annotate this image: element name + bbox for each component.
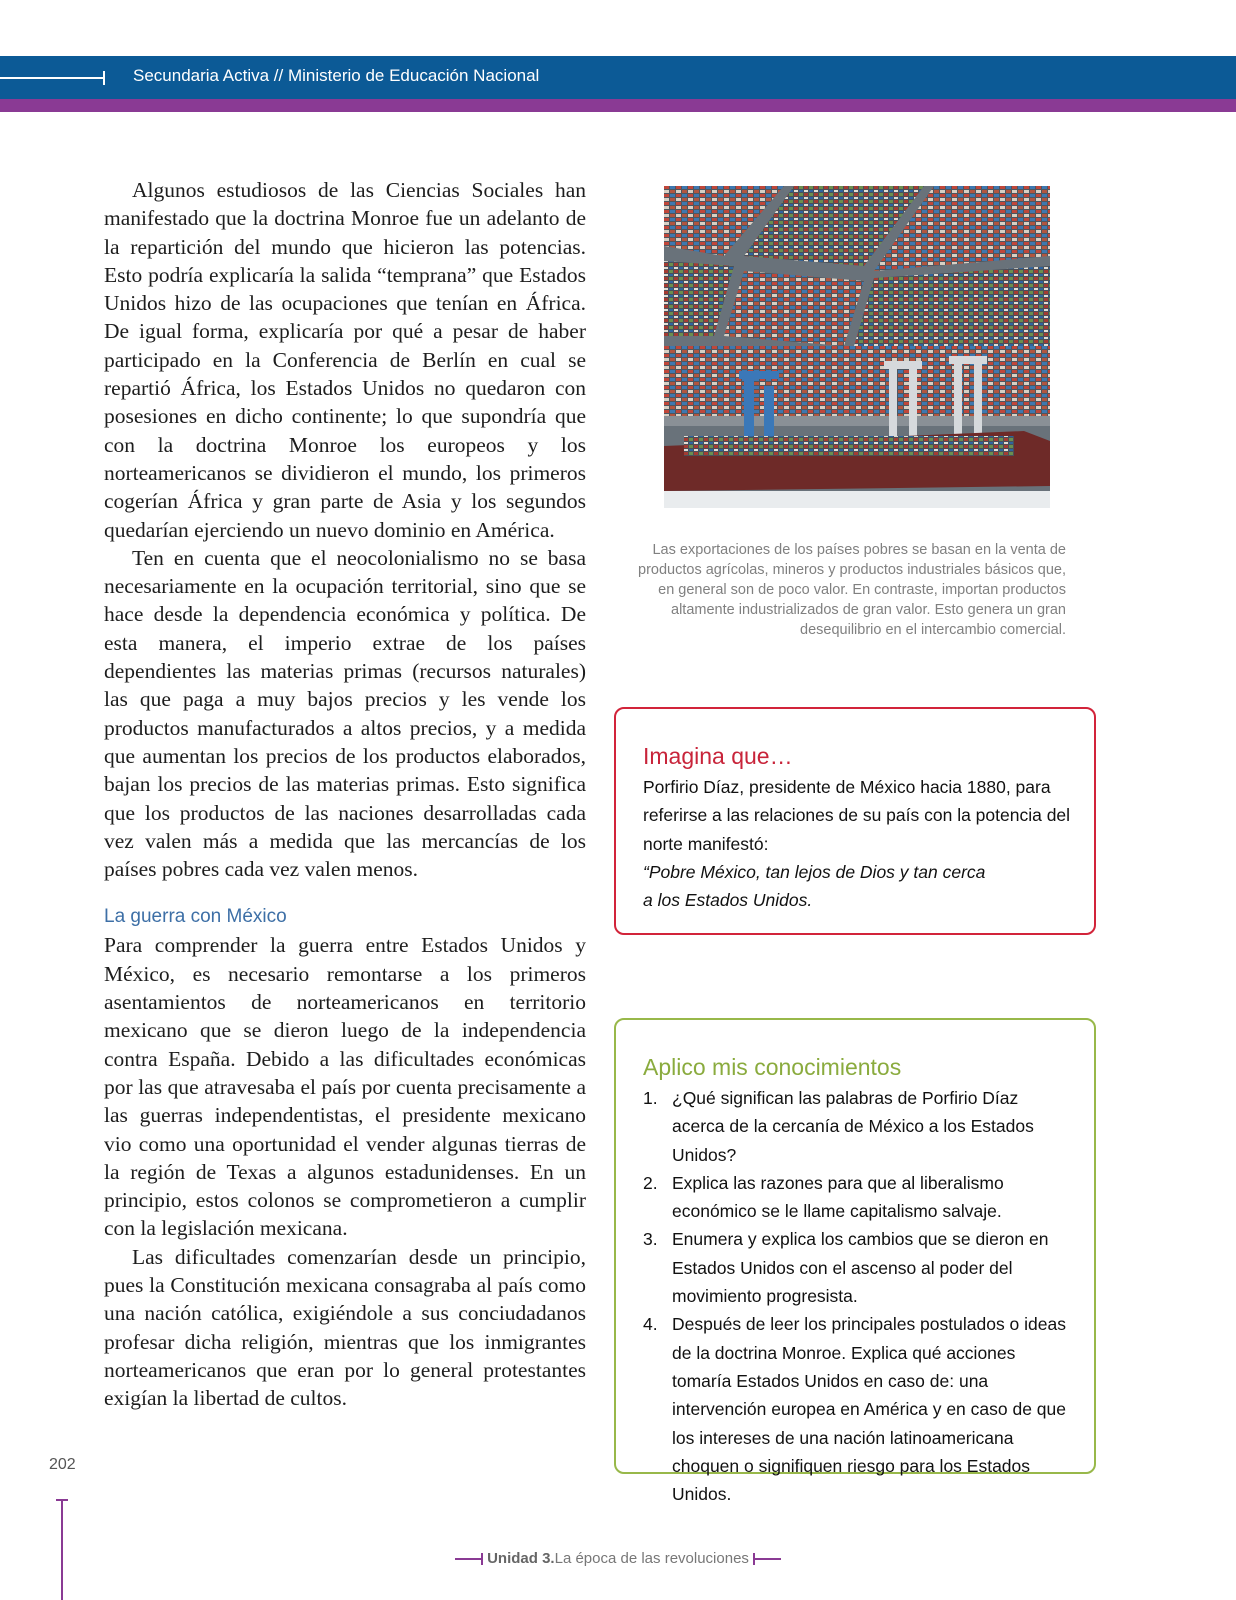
- aplico-box: [614, 1018, 1096, 1505]
- container-port-illustration: [664, 186, 1050, 508]
- photo-caption: Las exportaciones de los países pobres se basan en la venta de productos agrícolas, mineros y productos industriales básicos que, en general son de poco valor. En contraste, importan productos altamente industrializados de gran valor. Esto genera un gran desequilibrio en el intercambio comercial.: [638, 542, 1066, 638]
- header-rule: [0, 77, 104, 79]
- footer-unit: Unidad 3.: [487, 1550, 555, 1567]
- aplico-item-number: 3.: [643, 1229, 658, 1250]
- paragraph-neocolonialismo: Ten en cuenta que el neocolonialismo no se basa necesariamente en la ocupación territorial, sino que se hace desde la dependencia económica y política. De esta manera, el imperio extrae de los países dependientes las materias primas (recursos naturales) las que paga a muy bajos precios y les vende los productos manufacturados a altos precios, y a medida que aumentan los precios de los productos elaborados, bajan los precios de las materias primas. Esto significa que los productos de las naciones desarrolladas cada vez valen más a medida que las mercancías de los países pobres cada vez valen menos.: [104, 545, 586, 882]
- aplico-item-text: Enumera y explica los cambios que se dieron en Estados Unidos con el ascenso al poder del movimiento progresista.: [672, 1229, 1049, 1307]
- aplico-item-number: 2.: [643, 1172, 658, 1193]
- imagina-que-body: [643, 773, 1073, 914]
- container-port-photo: [664, 186, 1050, 508]
- imagina-que-quote-line1: “Pobre México, tan lejos de Dios y tan cerca: [643, 861, 986, 882]
- aplico-item-text: Explica las razones para que al liberalismo económico se le llame capitalismo salvaje.: [672, 1172, 1004, 1222]
- imagina-que-box: [614, 707, 1096, 935]
- left-column: [104, 176, 586, 1412]
- imagina-que-quote-line2: a los Estados Unidos.: [643, 890, 813, 911]
- header-title: Secundaria Activa // Ministerio de Educación Nacional: [133, 66, 540, 85]
- aplico-body: [643, 1084, 1073, 1508]
- aplico-item: [643, 1169, 1073, 1226]
- paragraph-monroe: Algunos estudiosos de las Ciencias Sociales han manifestado que la doctrina Monroe fue un adelanto de la repartición del mundo que hicieron las potencias. Esto podría explicaría la salida “temprana” que Estados Unidos hizo de las ocupaciones que tenían en África. De igual forma, explicaría por qué a pesar de haber participado en la Conferencia de Berlín en cual se repartió África, los Estados Unidos no quedaron con posesiones en dicho continente; lo que supondría que con la doctrina Monroe los europeos y los norteamericanos se dividieron el mundo, los primeros cogerían África y gran parte de Asia y los segundos quedarían ejerciendo un nuevo dominio en América.: [104, 178, 586, 542]
- aplico-item: [643, 1084, 1073, 1169]
- aplico-title: Aplico mis conocimientos: [643, 1054, 902, 1080]
- aplico-item-text: Después de leer los principales postulados o ideas de la doctrina Monroe. Explica qué acciones tomaría Estados Unidos en caso de: una intervención europea en América y en caso de que los intereses de una nación latinoamericana choquen o signifiquen riesgo para los Estados Unidos.: [672, 1314, 1067, 1505]
- footer-right-rule: [753, 1558, 781, 1560]
- paragraph-asentamientos: Para comprender la guerra entre Estados Unidos y México, es necesario remontarse a los primeros asentamientos de norteamericanos en territorio mexicano que se dieron luego de la independencia contra España. Debido a las dificultades económicas por las que atravesaba el país por cuenta precisamente a las guerras independentistas, el presidente mexicano vio como una oportunidad el vender algunas tierras de la región de Texas a algunos estadunidenses. En un principio, estos colonos se comprometieron a cumplir con la legislación mexicana.: [104, 933, 586, 1241]
- aplico-item: [643, 1310, 1073, 1508]
- footer-title: La época de las revoluciones: [554, 1550, 749, 1567]
- header-rule-tick: [103, 71, 105, 85]
- aplico-item: [643, 1225, 1073, 1310]
- aplico-list: [643, 1084, 1073, 1508]
- imagina-que-title: Imagina que…: [643, 743, 793, 769]
- section-heading-guerra-mexico: La guerra con México: [104, 906, 287, 928]
- footer: [0, 1550, 1236, 1567]
- imagina-que-text: Porfirio Díaz, presidente de México hacia 1880, para referirse a las relaciones de su país con la potencia del norte manifestó:: [643, 777, 1071, 854]
- page-number: 202: [49, 1456, 76, 1473]
- aplico-item-number: 4.: [643, 1314, 658, 1335]
- header-accent-stripe: [0, 99, 1236, 112]
- aplico-item-number: 1.: [643, 1088, 658, 1108]
- footer-left-rule: [455, 1558, 483, 1560]
- paragraph-dificultades: Las dificultades comenzarían desde un principio, pues la Constitución mexicana consagraba al país como una nación católica, exigiéndole a sus conciudadanos profesar dicha religión, mientras que los inmigrantes norteamericanos que eran por lo general protestantes exigían la libertad de cultos.: [104, 1244, 586, 1411]
- aplico-item-text: ¿Qué significan las palabras de Porfirio Díaz acerca de la cercanía de México a los Estados Unidos?: [672, 1088, 1034, 1165]
